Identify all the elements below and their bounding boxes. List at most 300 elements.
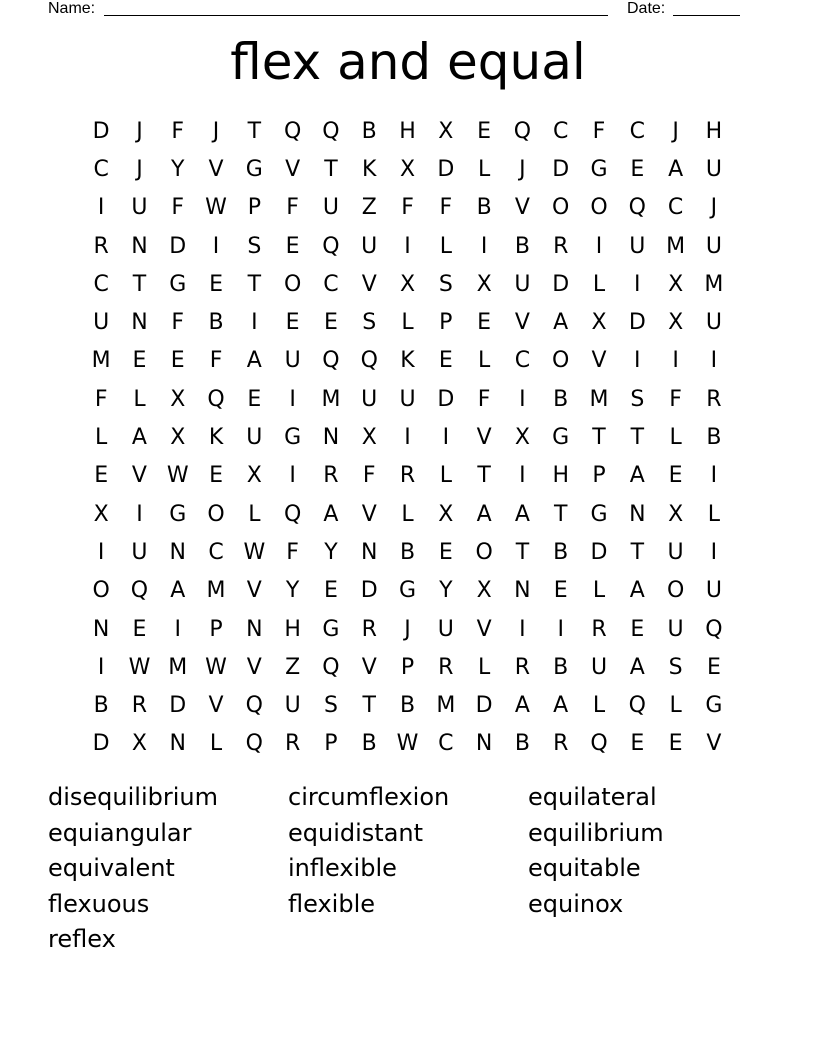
worksheet-header (48, 0, 740, 20)
grid-letter: X (361, 425, 377, 451)
grid-letter: V (208, 156, 224, 182)
grid-letter: B (361, 118, 377, 144)
grid-letter: U (705, 578, 722, 604)
grid-letter: I (595, 233, 603, 259)
grid-letter: Y (285, 578, 300, 604)
grid-letter: E (553, 578, 568, 604)
grid-letter: L (669, 693, 682, 719)
grid-letter: E (170, 348, 185, 374)
grid-letter: B (553, 539, 569, 565)
grid-letter: I (289, 463, 296, 489)
grid-letter: S (630, 386, 645, 412)
grid-letter: E (94, 463, 109, 489)
grid-letter: X (668, 310, 684, 336)
grid-letter: Q (283, 118, 302, 144)
grid-letter: I (442, 425, 450, 451)
grid-letter: D (437, 156, 455, 182)
grid-letter: M (436, 693, 456, 719)
grid-letter: K (208, 425, 224, 451)
word-bank-item: equinox (528, 889, 624, 918)
grid-letter: N (246, 616, 263, 642)
grid-letter: N (92, 616, 110, 642)
grid-letter: A (629, 463, 645, 489)
grid-letter: C (208, 539, 224, 565)
word-bank-item: inflexible (288, 854, 397, 882)
grid-letter: U (437, 616, 454, 642)
grid-letter: R (438, 654, 454, 680)
grid-letter: U (705, 310, 722, 336)
grid-letter: U (590, 654, 608, 680)
grid-letter: B (553, 386, 569, 412)
grid-letter: D (552, 156, 570, 182)
grid-letter: U (93, 310, 110, 336)
grid-letter: N (169, 539, 186, 565)
grid-letter: G (590, 156, 608, 182)
grid-letter: U (361, 233, 378, 259)
grid-letter: I (710, 348, 718, 374)
grid-letter: L (133, 386, 146, 412)
grid-letter: Q (130, 578, 149, 604)
grid-letter: K (362, 156, 377, 182)
grid-letter: I (634, 348, 641, 374)
grid-letter: M (666, 233, 686, 259)
grid-letter: M (321, 386, 341, 412)
grid-letter: L (248, 501, 261, 527)
grid-letter: U (399, 386, 416, 412)
grid-letter: L (707, 501, 721, 527)
grid-letter: D (360, 578, 378, 604)
grid-letter: E (477, 118, 492, 144)
grid-letter: G (169, 501, 187, 527)
grid-letter: V (285, 156, 301, 182)
grid-letter: J (710, 195, 718, 221)
grid-letter: T (630, 425, 645, 451)
grid-letter: X (93, 501, 109, 527)
grid-letter: L (401, 310, 414, 336)
grid-letter: D (169, 693, 187, 719)
grid-letter: A (629, 578, 645, 604)
grid-letter: Q (360, 348, 378, 374)
grid-letter: C (667, 195, 684, 221)
grid-letter: F (171, 310, 185, 336)
grid-letter: A (668, 156, 684, 182)
grid-letter: E (285, 233, 300, 259)
grid-letter: N (360, 539, 378, 565)
grid-letter: U (284, 348, 301, 374)
grid-letter: G (245, 156, 263, 182)
grid-letter: L (439, 463, 452, 489)
grid-letter: F (439, 195, 453, 221)
grid-letter: V (361, 271, 377, 297)
grid-letter: H (399, 118, 416, 144)
grid-letter: Q (245, 693, 263, 719)
grid-letter: W (166, 463, 189, 489)
grid-letter: V (591, 348, 607, 374)
grid-letter: L (209, 731, 223, 757)
grid-letter: A (323, 501, 339, 527)
grid-letter: U (361, 386, 378, 412)
grid-letter: F (401, 195, 414, 221)
grid-letter: D (92, 731, 110, 757)
grid-letter: W (205, 654, 227, 680)
grid-letter: I (404, 233, 411, 259)
grid-letter: R (514, 654, 531, 680)
grid-letter: M (91, 348, 111, 374)
word-bank-item: disequilibrium (48, 783, 218, 811)
grid-letter: Q (322, 233, 340, 259)
grid-letter: J (136, 156, 143, 182)
grid-letter: I (634, 271, 641, 297)
grid-letter: I (97, 195, 105, 221)
grid-letter: X (668, 501, 684, 527)
grid-letter: Q (590, 731, 608, 757)
grid-letter: O (207, 501, 225, 527)
grid-letter: E (706, 654, 721, 680)
grid-letter: P (592, 463, 606, 489)
grid-letter: N (131, 310, 148, 336)
grid-letter: X (131, 731, 147, 757)
grid-letter: U (284, 693, 301, 719)
letter-grid (82, 112, 733, 763)
grid-letter: X (170, 425, 186, 451)
grid-letter: V (514, 310, 530, 336)
grid-letter: U (705, 156, 722, 182)
grid-letter: I (672, 348, 679, 374)
grid-letter: E (209, 463, 223, 489)
grid-letter: F (669, 386, 682, 412)
grid-letter: V (208, 693, 224, 719)
word-bank-item: equivalent (48, 854, 175, 882)
grid-letter: X (246, 463, 262, 489)
grid-letter: J (672, 118, 679, 144)
grid-letter: Q (628, 195, 646, 221)
grid-letter: A (476, 501, 492, 527)
grid-letter: O (475, 539, 493, 565)
grid-letter: W (128, 654, 151, 680)
grid-letter: T (553, 501, 568, 527)
grid-letter: L (592, 271, 606, 297)
grid-letter: R (706, 386, 722, 412)
word-bank-item: reflex (48, 925, 116, 953)
grid-letter: D (475, 693, 493, 719)
grid-letter: R (553, 233, 569, 259)
grid-letter: P (400, 654, 415, 680)
name-label: Name: (48, 0, 96, 17)
grid-letter: F (477, 386, 491, 412)
grid-letter: U (667, 616, 684, 642)
grid-letter: N (475, 731, 493, 757)
grid-letter: B (361, 731, 377, 757)
grid-letter: G (169, 271, 187, 297)
grid-letter: C (438, 731, 454, 757)
grid-letter: B (514, 731, 530, 757)
grid-letter: L (592, 578, 606, 604)
grid-letter: T (362, 693, 376, 719)
grid-letter: F (171, 118, 185, 144)
grid-letter: R (323, 463, 339, 489)
grid-letter: N (322, 425, 340, 451)
grid-letter: Q (283, 501, 302, 527)
grid-letter: M (589, 386, 609, 412)
grid-letter: S (323, 693, 338, 719)
grid-letter: Z (361, 195, 377, 221)
grid-letter: L (95, 425, 108, 451)
grid-letter: I (480, 233, 488, 259)
grid-letter: I (519, 616, 526, 642)
grid-letter: T (592, 425, 606, 451)
grid-letter: H (705, 118, 723, 144)
grid-letter: T (132, 271, 147, 297)
grid-letter: L (401, 501, 414, 527)
grid-letter: S (247, 233, 262, 259)
grid-letter: R (131, 693, 148, 719)
grid-letter: R (284, 731, 301, 757)
grid-letter: E (438, 539, 453, 565)
grid-letter: F (209, 348, 223, 374)
word-bank-item: flexuous (48, 889, 150, 918)
word-bank-item: equilibrium (528, 818, 664, 847)
word-bank-item: flexible (288, 889, 375, 918)
grid-letter: R (361, 616, 377, 642)
word-bank-item: equiangular (48, 818, 192, 847)
grid-letter: K (400, 348, 415, 374)
grid-letter: B (514, 233, 530, 259)
grid-letter: U (322, 195, 339, 221)
grid-letter: D (437, 386, 455, 412)
grid-letter: I (289, 386, 296, 412)
grid-letter: Q (513, 118, 532, 144)
grid-letter: R (399, 463, 416, 489)
grid-letter: E (477, 310, 492, 336)
grid-letter: J (136, 118, 143, 144)
word-bank-item: equitable (528, 854, 641, 882)
grid-letter: D (169, 233, 187, 259)
grid-letter: E (630, 616, 645, 642)
grid-letter: F (94, 386, 108, 412)
grid-letter: F (362, 463, 376, 489)
grid-letter: U (629, 233, 646, 259)
grid-letter: X (591, 310, 607, 336)
grid-letter: W (396, 731, 419, 757)
grid-letter: A (514, 693, 530, 719)
date-fill-line (673, 15, 740, 16)
grid-letter: D (92, 118, 110, 144)
grid-letter: V (361, 654, 377, 680)
grid-letter: E (438, 348, 453, 374)
grid-letter: X (438, 501, 454, 527)
grid-letter: Q (322, 654, 340, 680)
grid-letter: J (519, 156, 526, 182)
grid-letter: Y (439, 578, 453, 604)
grid-letter: V (361, 501, 377, 527)
grid-letter: V (476, 425, 492, 451)
grid-letter: I (404, 425, 411, 451)
grid-letter: R (93, 233, 109, 259)
grid-letter: N (629, 501, 646, 527)
grid-letter: S (362, 310, 377, 336)
grid-letter: X (476, 578, 492, 604)
grid-letter: S (668, 654, 683, 680)
grid-letter: X (438, 118, 454, 144)
grid-letter: L (477, 156, 491, 182)
grid-letter: B (93, 693, 109, 719)
grid-letter: Z (285, 654, 301, 680)
grid-letter: I (710, 539, 718, 565)
date-label: Date: (627, 0, 666, 17)
grid-letter: E (285, 310, 300, 336)
grid-letter: S (438, 271, 453, 297)
grid-letter: F (592, 118, 606, 144)
grid-letter: M (168, 654, 188, 680)
grid-letter: F (286, 539, 299, 565)
grid-letter: C (514, 348, 531, 374)
grid-letter: O (283, 271, 302, 297)
grid-letter: I (97, 539, 105, 565)
grid-letter: E (630, 156, 645, 182)
grid-letter: O (552, 195, 570, 221)
grid-letter: X (399, 271, 416, 297)
grid-letter: E (323, 310, 338, 336)
grid-letter: U (131, 539, 148, 565)
grid-letter: B (553, 654, 569, 680)
grid-letter: E (209, 271, 223, 297)
grid-letter: G (705, 693, 723, 719)
grid-letter: V (514, 195, 530, 221)
grid-letter: Q (245, 731, 263, 757)
puzzle-title: flex and equal (230, 33, 586, 91)
grid-letter: A (553, 310, 569, 336)
grid-letter: B (476, 195, 492, 221)
grid-letter: T (324, 156, 338, 182)
grid-letter: V (246, 578, 262, 604)
grid-letter: C (93, 156, 109, 182)
word-bank (48, 780, 768, 958)
grid-letter: E (668, 463, 683, 489)
grid-letter: I (136, 501, 143, 527)
grid-letter: O (552, 348, 570, 374)
grid-letter: W (243, 539, 266, 565)
grid-letter: X (399, 156, 416, 182)
grid-letter: B (399, 693, 416, 719)
grid-letter: G (322, 616, 340, 642)
grid-letter: E (247, 386, 262, 412)
grid-letter: P (247, 195, 261, 221)
word-bank-item: equilateral (528, 783, 657, 811)
name-fill-line (104, 15, 608, 16)
grid-letter: P (439, 310, 453, 336)
grid-letter: E (630, 731, 645, 757)
grid-letter: G (398, 578, 417, 604)
grid-letter: N (514, 578, 531, 604)
grid-letter: Q (207, 386, 225, 412)
grid-letter: O (92, 578, 110, 604)
grid-letter: D (552, 271, 570, 297)
grid-letter: A (170, 578, 186, 604)
grid-letter: U (705, 233, 722, 259)
grid-letter: U (514, 271, 531, 297)
grid-letter: L (669, 425, 682, 451)
grid-letter: I (212, 233, 220, 259)
grid-letter: F (286, 195, 299, 221)
grid-letter: I (519, 463, 526, 489)
grid-letter: N (169, 731, 186, 757)
grid-letter: V (706, 731, 722, 757)
grid-letter: T (477, 463, 491, 489)
grid-letter: Q (322, 118, 340, 144)
grid-letter: W (205, 195, 227, 221)
grid-letter: X (476, 271, 492, 297)
grid-letter: O (666, 578, 685, 604)
grid-letter: Y (324, 539, 338, 565)
grid-letter: B (208, 310, 224, 336)
grid-letter: L (477, 654, 491, 680)
word-bank-item: circumflexion (288, 783, 450, 811)
grid-letter: F (171, 195, 185, 221)
grid-letter: T (247, 271, 262, 297)
grid-letter: A (514, 501, 530, 527)
grid-letter: N (131, 233, 148, 259)
grid-letter: O (590, 195, 608, 221)
grid-letter: C (629, 118, 645, 144)
grid-letter: I (251, 310, 258, 336)
grid-letter: D (628, 310, 646, 336)
grid-letter: U (131, 195, 148, 221)
grid-letter: E (132, 616, 147, 642)
grid-letter: C (553, 118, 569, 144)
grid-letter: T (247, 118, 262, 144)
grid-letter: T (630, 539, 645, 565)
grid-letter: Q (705, 616, 723, 642)
grid-letter: H (284, 616, 301, 642)
grid-letter: H (552, 463, 569, 489)
grid-letter: E (132, 348, 147, 374)
grid-letter: V (246, 654, 262, 680)
grid-letter: I (557, 616, 564, 642)
grid-letter: R (591, 616, 607, 642)
grid-letter: E (668, 731, 683, 757)
grid-letter: I (519, 386, 526, 412)
grid-letter: X (170, 386, 186, 412)
grid-letter: G (590, 501, 608, 527)
grid-letter: G (284, 425, 302, 451)
grid-letter: Q (322, 348, 340, 374)
grid-letter: R (553, 731, 569, 757)
grid-letter: C (323, 271, 339, 297)
grid-letter: L (439, 233, 452, 259)
grid-letter: L (592, 693, 606, 719)
grid-letter: U (667, 539, 684, 565)
grid-letter: Q (628, 693, 646, 719)
grid-letter: P (324, 731, 338, 757)
grid-letter: A (629, 654, 645, 680)
grid-letter: V (476, 616, 492, 642)
grid-letter: E (323, 578, 338, 604)
grid-letter: C (93, 271, 109, 297)
grid-letter: A (553, 693, 569, 719)
word-bank-item: equidistant (288, 818, 424, 847)
grid-letter: J (212, 118, 220, 144)
grid-letter: I (174, 616, 181, 642)
grid-letter: G (552, 425, 570, 451)
grid-letter: D (590, 539, 608, 565)
grid-letter: L (477, 348, 491, 374)
grid-letter: V (131, 463, 147, 489)
grid-letter: U (246, 425, 263, 451)
grid-letter: T (515, 539, 530, 565)
grid-letter: Y (171, 156, 185, 182)
grid-letter: P (209, 616, 223, 642)
grid-letter: M (206, 578, 226, 604)
